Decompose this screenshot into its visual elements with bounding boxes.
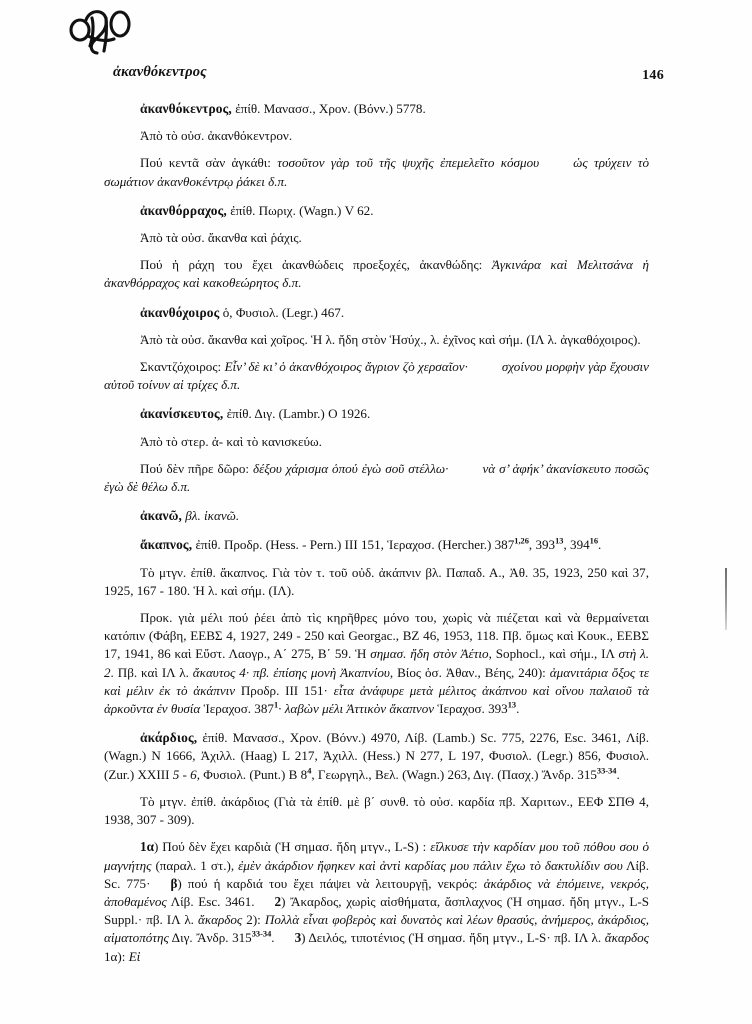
headword-reference-end: . (598, 537, 602, 553)
definition-text: Πού ἡ ράχη του ἔχει ἀκανθώδεις προεξοχές, ἀκανθώδης: (140, 257, 492, 273)
sense-block (104, 838, 649, 965)
headword: ἀκανθόκεντρος, (140, 101, 232, 116)
citation-italic-1: δέξου χάρισμα ὁπού ἐγὼ σοῦ στέλλω· (253, 460, 449, 476)
cross-reference: βλ. ἱκανῶ. (182, 508, 240, 524)
headword-reference-italic: 5 - 6, (172, 766, 200, 782)
headword-reference-end: . (616, 766, 620, 782)
reference-superscript-1: 1,26 (514, 537, 529, 547)
quotation-2: εἶτα ἀνάφυρε μετὰ μέλιτος ἀκάπνου καὶ οἴνου παλαιοῦ τὰ ἀρκοῦντα ἐν θυσία (104, 682, 649, 717)
definition-italic-3: ἄκαυτος 4· πβ. ἐπίσης μονὴ Ἀκαπνίου (192, 664, 390, 680)
philological-note (104, 564, 649, 600)
definition-italic-2: στὴ λ. 2 (104, 646, 650, 680)
quotation-ref-1: Προδρ. III 151· (235, 682, 334, 698)
page-number: 146 (642, 68, 664, 83)
sense-quote-1a-2: ἐμὲν ἀκάρδιον ἤφηκεν καὶ ἀντὶ καρδίας μου πάλιν ἔχω τὸ δακτυλίδιν σου (238, 857, 623, 873)
sense-ref-1b: Λίβ. Esc. 3461. (166, 893, 255, 909)
definition-block (104, 358, 649, 394)
sense-number-1b: β (170, 875, 178, 891)
citation-italic-2: σχοίνου μορφὴν γὰρ ἔχουσιν αὐτοῦ τοίνυν αἱ τρίχες δ.π. (104, 359, 649, 393)
headword: ἀκάρδιος, (140, 730, 198, 746)
quotation-ref-3-superscript: 13 (507, 700, 517, 710)
etymology-line (104, 433, 649, 451)
headword-line (104, 507, 649, 525)
philological-note (104, 793, 649, 829)
headword-line (104, 100, 649, 118)
definition-text: Πού κεντᾶ σὰν ἀγκάθι: (140, 155, 278, 171)
headword-reference-2: Φυσιολ. (Punt.) Β 8 (200, 766, 308, 782)
note-text: Τὸ μτγν. ἐπίθ. ἄκαπνος. Γιὰ τὸν τ. τοῦ οὐδ. ἀκάπνιν βλ. Παπαδ. Α., Ἀθ. 35, 1923, 250 καὶ 37, 1925, 167 - 180. Ἡ λ. καὶ σήμ. (ΙΛ). (104, 564, 649, 598)
quotation-end: . (516, 701, 520, 717)
headword-reference: ἐπίθ. Διγ. (Lambr.) Ο 1926. (223, 406, 371, 422)
sense-gloss-3-end: 1α): (104, 948, 129, 964)
headword-line (104, 304, 649, 322)
headword: ἀκανίσκευτος, (140, 406, 224, 422)
sense-gloss-3-italic: ἄκαρδος (604, 930, 649, 946)
entry-akaniskeutos (104, 405, 649, 496)
citation-italic-1: Εἶν’ δὲ κι’ ὁ ἀκανθόχοιρος ἄγριον ζὸ χερσαῖον· (224, 359, 468, 375)
sense-ref-2: Διγ. Ἄνδρ. 315 (168, 930, 252, 946)
quotation-3: · λαβὼν μέλι Ἀττικὸν ἄκαπνον (278, 701, 435, 717)
sense-gloss-2-end: 2): (242, 912, 265, 928)
sense-gloss-1b: ) πού ἡ καρδιά του ἔχει πάψει νὰ λειτουργῇ, νεκρός: (177, 875, 484, 891)
sense-number-1a: 1α (140, 839, 154, 855)
headword-line (104, 536, 649, 554)
definition-text-3: . Πβ. καὶ ΙΛ λ. (110, 664, 193, 680)
etymology-line (104, 127, 649, 145)
headword-reference: ὁ, Φυσιολ. (Legr.) 467. (219, 304, 345, 320)
definition-block (104, 609, 649, 718)
text-column (104, 100, 649, 966)
sense-gloss-3: ) Δειλός, τιποτένιος (Ἡ σημασ. ἤδη μτγν., L-S· πβ. ΙΛ λ. (301, 930, 605, 946)
citation-italic-2: νὰ σ’ ἀφήκ’ ἀκανίσκευτο ποσῶς ἐγὼ δὲ θέλω δ.π. (104, 460, 649, 495)
sense-gloss-2: ) Ἄκαρδος, χωρὶς αἰσθήματα, ἄσπλαχνος (Ἡ σημασ. ἤδη μτγν., L-S Suppl.· πβ. ΙΛ λ. (104, 893, 649, 928)
quotation-ref-2: Ἱεραχοσ. 387 (200, 701, 274, 717)
headword: ἀκανθόρραχος, (140, 202, 227, 218)
headword-reference-2: , 393 (528, 537, 556, 553)
sense-gloss-1a: ) Πού δὲν ἔχει καρδιὰ (Ἡ σημασ. ἤδη μτγν., L-S) : (153, 839, 431, 855)
handwritten-annotation-icon (66, 6, 142, 60)
headword-reference: ἐπίθ. Πωριχ. (Wagn.) V 62. (226, 202, 374, 218)
sense-ref-1a-2: Λίβ. Sc. 775· (104, 857, 649, 891)
citation-italic-1: Ἀγκινάρα καὶ Μελιτσάνα ἡ ἀκανθόρραχος καὶ κακοθεώρητος δ.π. (104, 257, 649, 291)
entry-akardios (104, 729, 649, 965)
headword-line (104, 729, 649, 784)
headword: ἄκαπνος, (140, 537, 193, 553)
margin-scan-artifact (725, 568, 727, 630)
definition-text-1: Προκ. γιὰ μέλι πού ῥέει ἀπὸ τὶς κηρῆθρες μόνο του, χωρὶς νὰ πιέζεται καὶ νὰ θερμαίνεται κατόπιν (Φάβη, ΕΕΒΣ 4, 1927, 249 - 250 καὶ Georgac., BZ 46, 1953, 118. Πβ. ὅμως καὶ Κουκ., ΕΕΒΣ 17, 1941, 86 καὶ Εὔστ. Λαογρ., Α΄ 275, Β΄ 59. Ἡ (104, 610, 649, 662)
definition-text: Σκαντζόχοιρος: (140, 359, 225, 375)
sense-quote-1a: εἵλκυσε τὴν καρδίαν μου τοῦ πόθου σου ὁ μαγνήτης (104, 839, 649, 873)
definition-text-2: , Sophocl., καὶ σήμ., ΙΛ (488, 646, 619, 662)
citation-italic-1: τοσοῦτον γὰρ τοῦ τῆς ψυχῆς ἐπεμελεῖτο κόσμου (277, 155, 540, 171)
citation-italic-2: ὡς τρύχειν τὸ σωμάτιον ἀκανθοκέντρῳ ῥάκει δ.π. (104, 155, 649, 189)
sense-number-2: 2 (274, 893, 282, 909)
headword: ἀκανθόχοιρος (140, 304, 220, 320)
headword-reference-1: ἐπίθ. Προδρ. (Hess. - Pern.) III 151, Ἱεραχοσ. (Hercher.) 387 (192, 537, 515, 553)
definition-text-4: , Βίος ὁσ. Ἀθαν., Βέης, 240): (389, 664, 550, 680)
definition-block (104, 154, 649, 190)
reference-superscript-1: 4 (307, 766, 312, 776)
entry-akapnos (104, 536, 649, 718)
sense-gloss-2-italic: ἄκαρδος (197, 912, 243, 928)
etymology-text: Ἀπὸ τὰ οὐσ. ἄκανθα καὶ ῥάχις. (140, 230, 302, 246)
sense-number-3: 3 (294, 930, 302, 946)
headword-line (104, 202, 649, 220)
running-head: ἀκανθόκεντρος (113, 64, 207, 80)
headword-reference-3: , 394 (563, 537, 590, 553)
sense-ref-2-superscript: 33-34 (251, 929, 272, 939)
etymology-text: Ἀπὸ τὰ οὐσ. ἄκανθα καὶ χοῖρος. Ἡ λ. ἤδη στὸν Ἡσύχ., λ. ἐχῖνος καὶ σήμ. (ΙΛ λ. ἀγκαθόχοιρος). (140, 331, 641, 347)
note-text: Τὸ μτγν. ἐπίθ. ἀκάρδιος (Γιὰ τὰ ἐπίθ. μὲ β΄ συνθ. τὸ οὐσ. καρδία πβ. Χαριτων., ΕΕΦ ΣΠΘ 4, 1938, 307 - 309). (104, 793, 649, 828)
quotation-1: ἀμανιτάρια ὄξος τε καὶ μέλιν ἐκ τὸ ἀκάπνιν (104, 664, 650, 698)
reference-superscript-2: 33-34 (596, 766, 617, 776)
entry-akanthokentros (104, 100, 649, 191)
headword-line (104, 405, 649, 423)
entry-akanthochoiros (104, 304, 649, 395)
reference-superscript-3: 16 (589, 537, 599, 547)
sense-quote-1b: ἀκάρδιος νὰ ἐπόμεινε, νεκρός, ἀποθαμένος (104, 875, 649, 909)
entry-akanthorrachos (104, 202, 649, 293)
sense-quote-3: Εἰ (128, 948, 141, 964)
headword-reference: ἐπίθ. Μανασσ., Χρον. (Βόνν.) 5778. (231, 101, 426, 116)
definition-text: Πού δὲν πῆρε δῶρο: (140, 460, 254, 476)
entry-akano (104, 507, 649, 525)
reference-superscript-2: 13 (555, 537, 564, 547)
etymology-text: Ἀπὸ τὸ στερ. ἀ- καὶ τὸ κανισκεύω. (140, 433, 322, 449)
etymology-line (104, 229, 649, 247)
etymology-line (104, 331, 649, 349)
definition-italic-1: σημασ. ἤδη στὸν Ἀέτιο (370, 646, 489, 662)
etymology-text: Ἀπὸ τὸ οὐσ. ἀκανθόκεντρον. (140, 128, 293, 144)
sense-ref-1a: (παραλ. 1 στ.), (151, 857, 239, 873)
quotation-ref-2-superscript: 1 (273, 700, 279, 710)
quotation-ref-3: Ἱεραχοσ. 393 (434, 701, 508, 717)
definition-block (104, 460, 649, 496)
headword-reference-3: , Γεωργηλ., Βελ. (Wagn.) 263, Διγ. (Πασχ.) Ἄνδρ. 315 (311, 766, 597, 782)
headword: ἀκανῶ, (140, 508, 183, 524)
sense-ref-2-end: . (271, 930, 275, 946)
sense-quote-2: Πολλὰ εἶναι φοβερὸς καὶ δυνατὸς καὶ λέων θρασύς, ἀνήμερος, ἀκάρδιος, αἱματοπότης (104, 912, 649, 946)
headword-reference-1: ἐπίθ. Μανασσ., Χρον. (Βόνν.) 4970, Λίβ. (Lamb.) Sc. 775, 2276, Esc. 3461, Λίβ. (Wagn.) Ν 1666, Ἀχιλλ. (Haag) L 217, Ἀχιλλ. (Hess.) Ν 277, L 197, Φυσιολ. (Legr.) 856, Φυσιολ. (Zur.) XXIII (104, 730, 649, 782)
definition-block (104, 256, 649, 292)
